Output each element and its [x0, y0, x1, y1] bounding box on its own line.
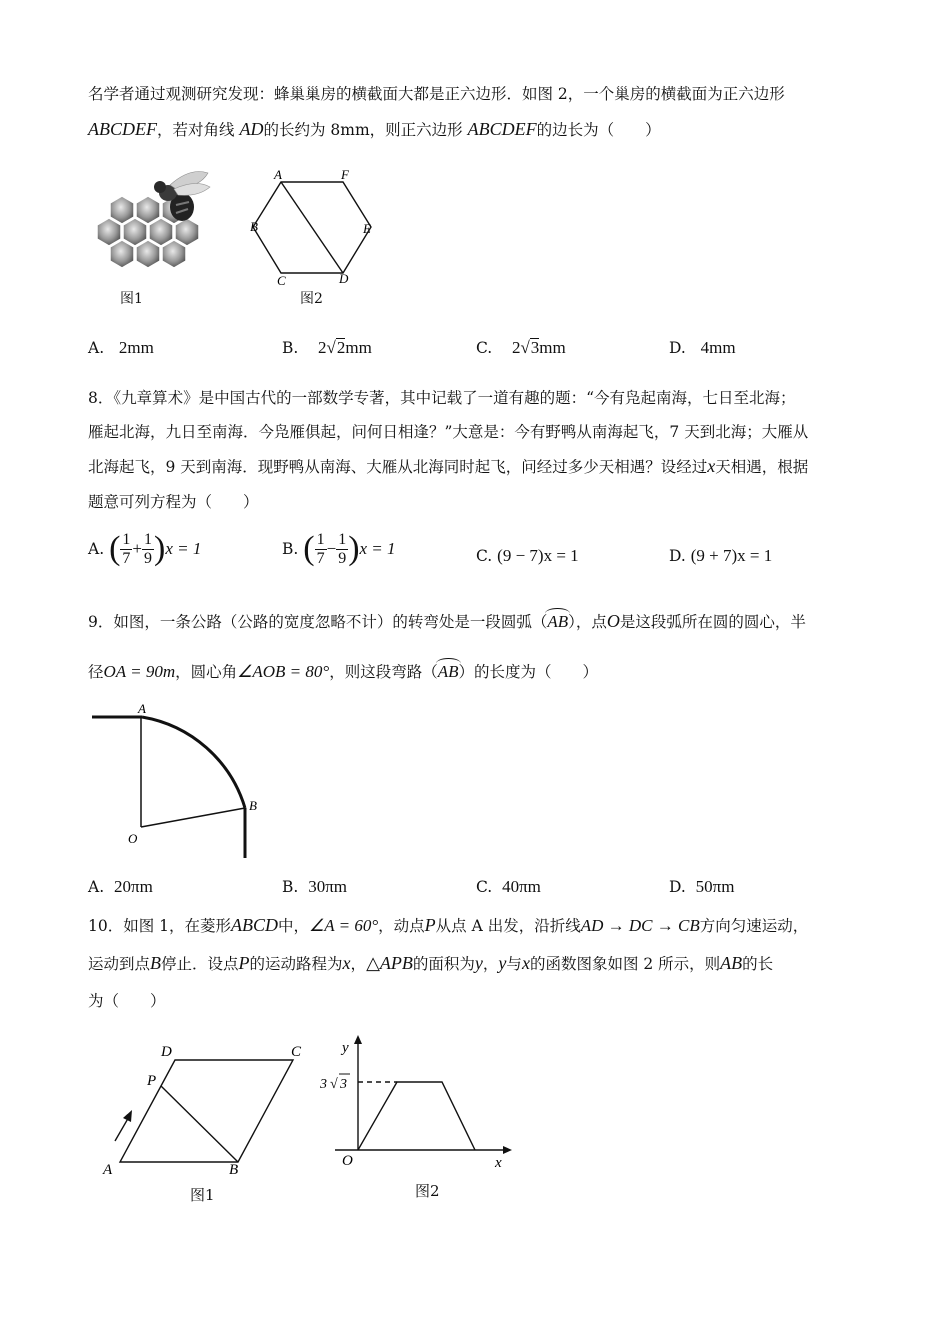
q8-option-c[interactable]: C. (9 − 7)x = 1: [476, 546, 579, 565]
rhombus-label-d: D: [161, 1044, 172, 1060]
hex-label-c: C: [277, 273, 286, 288]
q7-option-b[interactable]: B. 2√2mm: [282, 338, 372, 357]
direction-arrow-icon: [115, 1110, 132, 1141]
svg-text:3: 3: [320, 1077, 327, 1092]
q8-text-line4: 题意可列方程为（ ）: [88, 493, 259, 511]
graph-label-x: x: [495, 1155, 502, 1171]
road-arc-figure: [88, 700, 278, 865]
q7-text-line1: 名学者通过观测研究发现：蜂巢巢房的横截面大都是正六边形．如图 2，一个巢房的横截面为正六边形: [88, 85, 785, 103]
function-graph-figure: [315, 1030, 520, 1175]
fig2-caption: 图2: [300, 291, 323, 307]
q10-text-line2: 运动到点B停止．设点P的运动路程为x，△APB的面积为y，y与x的函数图象如图 2 所示，则AB的长: [88, 953, 774, 973]
q8-text-line3: 北海起飞，9 天到南海．现野鸭从南海、大雁从北海同时起飞，问经过多少天相遇？设经过x天相遇，根据: [88, 456, 809, 476]
graph-label-o: O: [342, 1153, 353, 1169]
y-axis-arrow-icon: [354, 1035, 362, 1044]
q9-label-a: A: [138, 701, 146, 716]
rhombus-label-b: B: [229, 1162, 239, 1178]
q10-text-line3: 为（ ）: [88, 992, 166, 1010]
hexagon-figure: [245, 165, 380, 290]
q10-text-line1: 10．如图 1，在菱形ABCD中，∠A = 60°，动点P从点 A 出发，沿折线AD → DC → CB方向匀速运动，: [88, 915, 809, 935]
q7-option-d[interactable]: D. 4mm: [669, 338, 736, 357]
svg-text:3: 3: [340, 1077, 347, 1092]
q10-fig2-caption: 图2: [415, 1182, 440, 1200]
q7-option-a[interactable]: A. 2mm: [88, 338, 154, 357]
q9-text-line1: 9．如图，一条公路（公路的宽度忽略不计）的转弯处是一段圆弧（AB），点O是这段弧所在圆的圆心，半: [88, 611, 806, 631]
q7-option-c[interactable]: C. 2√3mm: [476, 338, 566, 357]
hex-label-b: B: [250, 219, 258, 234]
q9-label-b: B: [249, 798, 257, 813]
rhombus-label-p: P: [147, 1073, 157, 1089]
graph-ymax-label: [319, 1074, 350, 1092]
honeycomb-bee-figure: [90, 165, 215, 280]
rhombus-figure: [95, 1038, 315, 1178]
hex-label-e: E: [363, 221, 371, 236]
q9-text-line2: 径OA = 90m，圆心角∠AOB = 80°，则这段弯路（AB）的长度为（ ）: [88, 662, 599, 681]
q9-option-a[interactable]: A. 20πm: [88, 877, 153, 896]
hex-label-f: F: [341, 167, 349, 182]
q9-option-d[interactable]: D. 50πm: [669, 877, 735, 896]
rhombus-label-c: C: [291, 1044, 302, 1060]
q8-option-a[interactable]: A. ( $\frac{1}{7}$ + $\frac{1}{9}$ )x = 1: [88, 530, 202, 567]
q8-text-line1: 8．《九章算术》是中国古代的一部数学专著，其中记载了一道有趣的题：“今有凫起南海，七日至北海；: [88, 389, 796, 407]
q7-text-line2: ABCDEF，若对角线 AD的长约为 8mm，则正六边形 ABCDEF的边长为（ ）: [88, 119, 661, 139]
q10-fig1-caption: 图1: [190, 1186, 215, 1204]
q8-option-b[interactable]: B. ( $\frac{1}{7}$ − $\frac{1}{9}$ )x = 1: [282, 530, 396, 567]
fig1-caption: 图1: [120, 291, 143, 307]
x-axis-arrow-icon: [503, 1146, 512, 1154]
q8-text-line2: 雁起北海，九日至南海．今凫雁俱起，问何日相逢？”大意是：今有野鸭从南海起飞，7 天到北海；大雁从: [88, 423, 809, 441]
graph-label-y: y: [342, 1040, 349, 1056]
hex-label-d: D: [339, 271, 349, 286]
svg-text:√: √: [330, 1077, 338, 1092]
hex-label-a: A: [274, 167, 282, 182]
rhombus-label-a: A: [103, 1162, 113, 1178]
q8-option-d[interactable]: D. (9 + 7)x = 1: [669, 546, 773, 565]
q9-label-o: O: [128, 831, 138, 846]
q9-option-b[interactable]: B. 30πm: [282, 877, 347, 896]
q9-option-c[interactable]: C. 40πm: [476, 877, 541, 896]
